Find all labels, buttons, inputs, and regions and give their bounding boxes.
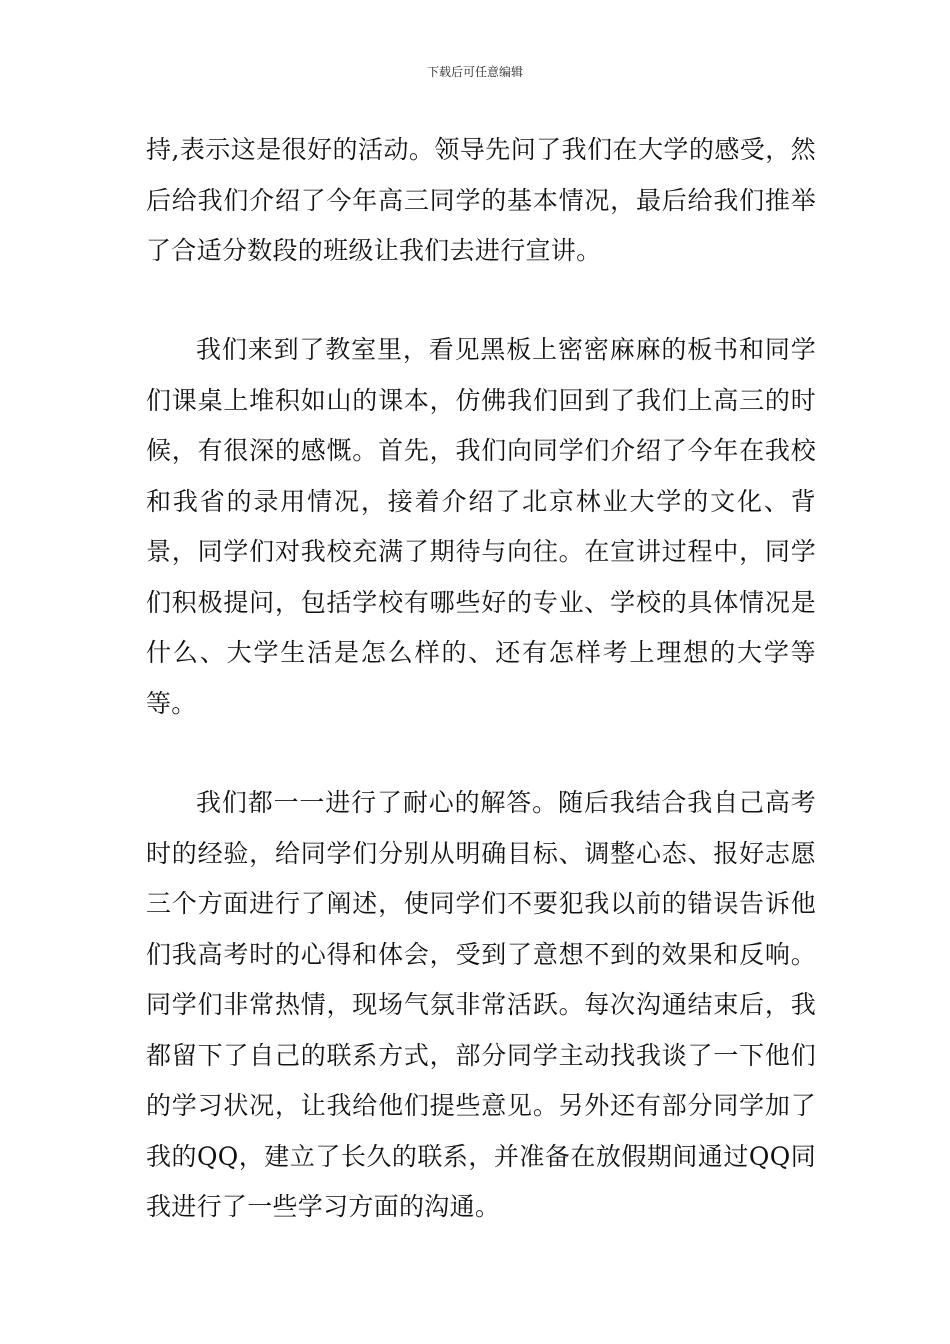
paragraph-2 <box>146 325 816 729</box>
paragraph-1 <box>146 125 816 277</box>
paragraph-text: 我们都一一进行了耐心的解答。随后我结合我自己高考时的经验，给同学们分别从明确目标、调整心态、报好志愿三个方面进行了阐述，使同学们不要犯我以前的错误告诉他们我高考时的心得和体会，受到了意想不到的效果和反响。同学们非常热情，现场气氛非常活跃。每次沟通结束后，我都留下了自己的联系方式，部分同学主动找我谈了一下他们的学习状况，让我给他们提些意见。另外还有部分同学加了我的QQ，建立了长久的联系，并准备在放假期间通过QQ同我进行了一些学习方面的沟通。 <box>146 788 816 1221</box>
paragraph-text: 持,表示这是很好的活动。领导先问了我们在大学的感受，然后给我们介绍了今年高三同学的基本情况，最后给我们推举了合适分数段的班级让我们去进行宣讲。 <box>146 135 816 265</box>
paragraph-text: 我们来到了教室里，看见黑板上密密麻麻的板书和同学们课桌上堆积如山的课本，仿佛我们回到了我们上高三的时候，有很深的感慨。首先，我们向同学们介绍了今年在我校和我省的录用情况，接着介绍了北京林业大学的文化、背景，同学们对我校充满了期待与向往。在宣讲过程中，同学们积极提问，包括学校有哪些好的专业、学校的具体情况是什么、大学生活是怎么样的、还有怎样考上理想的大学等等。 <box>146 335 816 718</box>
page-header: 下载后可任意编辑 <box>426 65 523 79</box>
paragraph-3 <box>146 778 816 1233</box>
